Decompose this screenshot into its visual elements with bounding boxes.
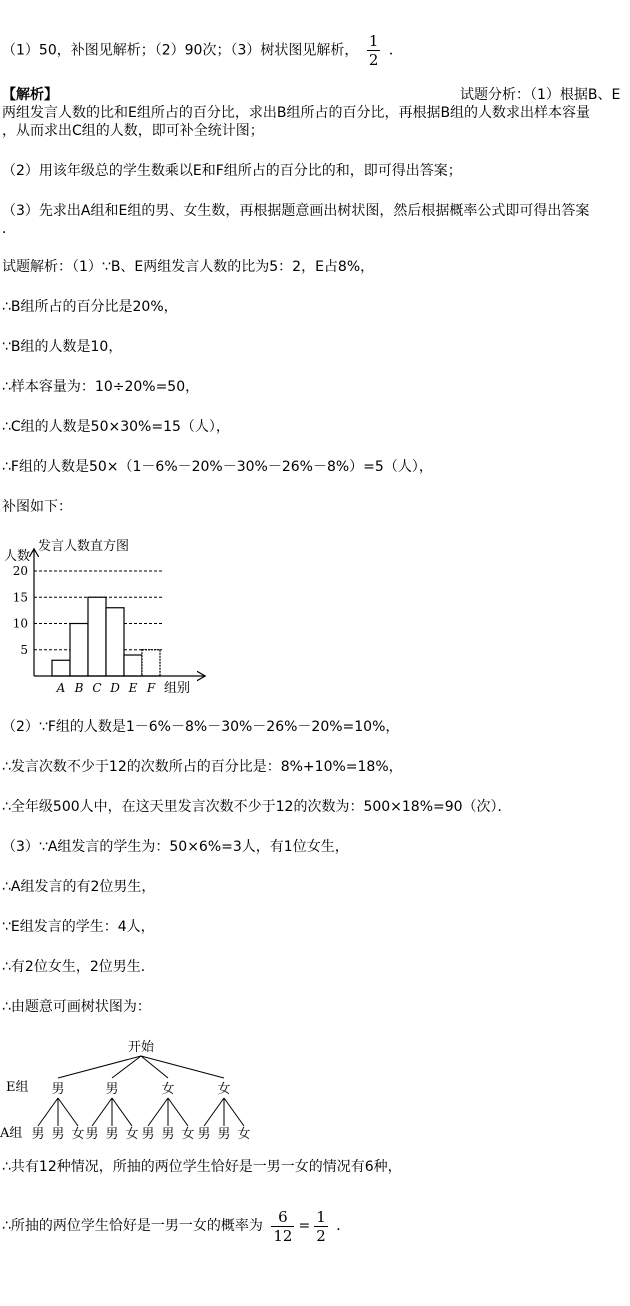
tree-level2-label: A组 — [0, 1126, 23, 1141]
tree-level1-node: 男 — [105, 1082, 119, 1097]
solution-3: ∵B组的人数是10， — [2, 339, 123, 355]
solution-8: （2）∵F组的人数是1－6%－8%－30%－26%－20%=10%， — [2, 719, 400, 735]
tree-branch — [58, 1056, 141, 1078]
y-tick-label: 15 — [12, 590, 28, 605]
y-tick-label: 10 — [12, 616, 28, 631]
tree-diagram — [0, 1036, 270, 1146]
solution-17-text: ∴所抽的两位学生恰好是一男一女的概率为 — [2, 1218, 263, 1234]
x-tick-label-C: C — [92, 681, 102, 695]
solution-17 — [2, 1206, 350, 1246]
bar-E — [124, 655, 142, 676]
tree-level2-node: 女 — [71, 1127, 85, 1142]
analysis-right-text: 试题分析：（1）根据B、E — [460, 87, 621, 103]
x-tick-label-A: A — [56, 681, 66, 695]
equals-sign: = — [298, 1218, 311, 1234]
tree-level2-node: 男 — [197, 1127, 211, 1142]
x-tick-label-B: B — [74, 681, 84, 695]
bar-C — [88, 597, 106, 676]
y-tick-label: 20 — [12, 564, 28, 578]
para-3b: ． — [2, 221, 16, 237]
solution-5: ∴C组的人数是50×30%=15（人）， — [2, 419, 230, 435]
solution-1: 试题解析：（1）∵B、E两组发言人数的比为5：2，E占8%， — [2, 259, 375, 275]
x-tick-label-E: E — [128, 681, 138, 695]
solution-13: ∵E组发言的学生：4人， — [2, 919, 155, 935]
bar-F — [142, 650, 160, 676]
answer-text: （1）50，补图见解析；（2）90次；（3）树状图见解析， — [2, 42, 359, 59]
para-1a: 两组发言人数的比和E组所占的百分比，求出B组所占的百分比，再根据B组的人数求出样本容量 — [2, 105, 591, 121]
para-3a: （3）先求出A组和E组的男、女生数，再根据题意画出树状图，然后根据概率公式即可得出答案 — [2, 203, 590, 219]
histogram-chart — [0, 530, 220, 700]
tree-branch — [148, 1098, 168, 1126]
x-tick-label-D: D — [110, 681, 120, 695]
answer-line — [2, 32, 403, 69]
solution-12: ∴A组发言的有2位男生， — [2, 879, 156, 895]
answer-fraction — [367, 32, 381, 69]
analysis-label: 【解析】 — [2, 87, 58, 103]
prob-fraction-2 — [314, 1208, 328, 1245]
para-1b: ，从而求出C组的人数，即可补全统计图； — [2, 123, 264, 139]
tree-root: 开始 — [127, 1040, 155, 1055]
chart-title: 发言人数直方图 — [38, 539, 130, 554]
answer-frac-num: 1 — [368, 32, 379, 50]
bar-B — [70, 624, 88, 677]
tree-level1-node: 男 — [51, 1082, 65, 1097]
solution-4: ∴样本容量为：10÷20%=50， — [2, 379, 200, 395]
tree-branch — [92, 1098, 112, 1126]
bar-A — [52, 660, 70, 676]
solution-10: ∴全年级500人中，在这天里发言次数不少于12的次数为：500×18%=90（次）． — [2, 799, 512, 815]
solution-2: ∴B组所占的百分比是20%， — [2, 299, 178, 315]
tree-level1-label: E组 — [6, 1080, 29, 1095]
y-tick-label: 5 — [20, 642, 28, 657]
bar-D — [106, 608, 124, 676]
x-axis-label: 组别 — [164, 681, 191, 696]
tree-level2-node: 男 — [141, 1127, 155, 1142]
tree-level1-node: 女 — [217, 1082, 231, 1097]
solution-14: ∴有2位女生，2位男生． — [2, 959, 155, 975]
tree-level2-node: 男 — [161, 1127, 175, 1142]
tree-level2-node: 男 — [51, 1127, 65, 1142]
tree-level2-node: 男 — [31, 1127, 45, 1142]
tree-level1-node: 女 — [161, 1082, 175, 1097]
tree-level2-node: 男 — [105, 1127, 119, 1142]
solution-9: ∴发言次数不少于12的次数所占的百分比是：8%+10%=18%， — [2, 759, 403, 775]
tree-branch — [141, 1056, 224, 1078]
solution-16: ∴共有12种情况，所抽的两位学生恰好是一男一女的情况有6种， — [2, 1159, 402, 1175]
solution-6: ∴F组的人数是50×（1－6%－20%－30%－26%－8%）=5（人）， — [2, 459, 433, 475]
solution-15: ∴由题意可画树状图为： — [2, 999, 151, 1015]
prob-frac1-den: 12 — [273, 1226, 293, 1245]
solution-17-tail: ． — [336, 1218, 351, 1234]
solution-11: （3）∵A组发言的学生为：50×6%=3人，有1位女生， — [2, 839, 349, 855]
tree-branch — [38, 1098, 58, 1126]
para-2: （2）用该年级总的学生数乘以E和F组所占的百分比的和，即可得出答案； — [2, 163, 462, 179]
tree-branch — [204, 1098, 224, 1126]
tree-level2-node: 男 — [85, 1127, 99, 1142]
y-axis-label: 人数 — [4, 549, 31, 564]
x-tick-label-F: F — [146, 681, 156, 695]
prob-frac2-den: 2 — [316, 1226, 326, 1245]
tree-level2-node: 女 — [125, 1127, 139, 1142]
tree-branch — [168, 1098, 188, 1126]
prob-frac2-num: 1 — [316, 1207, 326, 1226]
answer-tail: ． — [388, 42, 403, 59]
answer-frac-den: 2 — [368, 51, 379, 69]
solution-7: 补图如下： — [2, 499, 72, 515]
tree-branch — [112, 1098, 132, 1126]
tree-branch — [112, 1056, 141, 1078]
prob-frac1-num: 6 — [271, 1208, 294, 1227]
tree-level2-node: 女 — [181, 1127, 195, 1142]
prob-fraction-1 — [271, 1208, 294, 1245]
tree-branch — [58, 1098, 78, 1126]
tree-level2-node: 女 — [237, 1127, 251, 1142]
tree-level2-node: 男 — [217, 1127, 231, 1142]
tree-branch — [224, 1098, 244, 1126]
